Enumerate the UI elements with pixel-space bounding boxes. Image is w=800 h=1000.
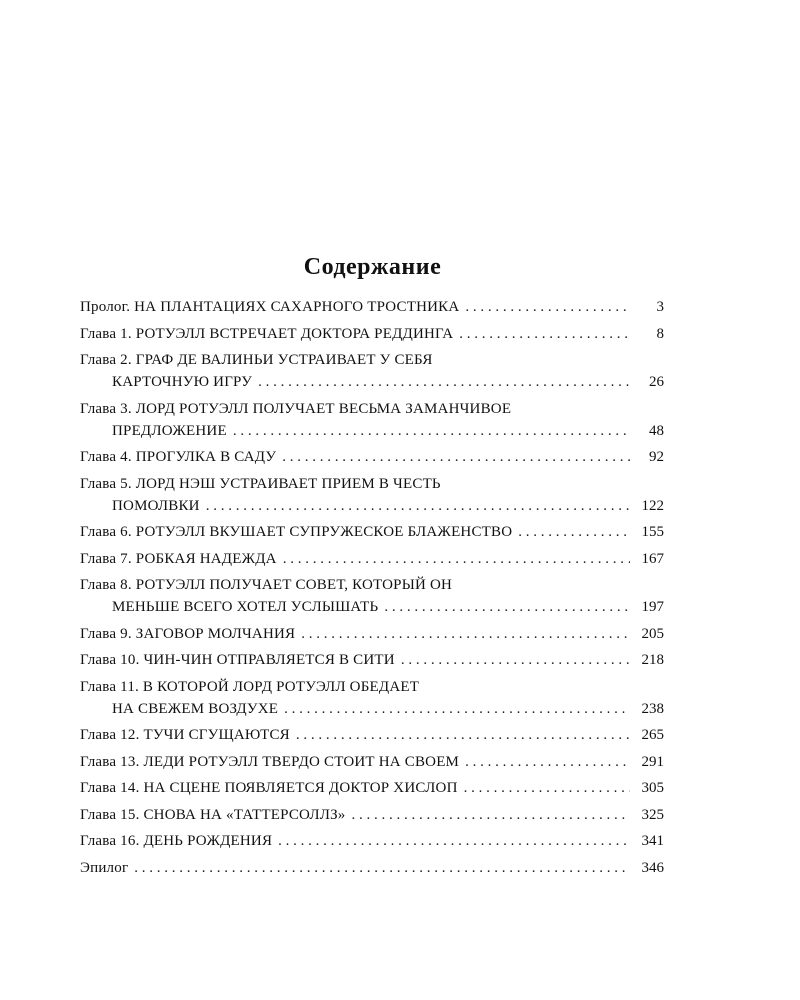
toc-entry-page-number: 8: [656, 325, 664, 342]
toc-entry-title: Глава 14. НА СЦЕНЕ ПОЯВЛЯЕТСЯ ДОКТОР ХИСЛОП: [80, 780, 458, 796]
toc-entry: [80, 574, 664, 618]
toc-entry-title: Глава 5. ЛОРД НЭШ УСТРАИВАЕТ ПРИЕМ В ЧЕСТЬ: [80, 475, 441, 492]
dot-leader: [465, 751, 630, 773]
toc-entry: [80, 446, 664, 468]
toc-entry-title: Глава 9. ЗАГОВОР МОЛЧАНИЯ: [80, 625, 296, 642]
toc-entry-page-number: 122: [641, 497, 664, 514]
toc-entry-page-number: 238: [641, 700, 664, 717]
toc-entry-heading-line: [80, 521, 664, 543]
toc-entry-continuation-line: [80, 371, 664, 393]
toc-entry: [80, 296, 664, 318]
toc-entry-heading-line: [80, 296, 664, 318]
toc-entry-heading-line: [80, 446, 664, 468]
toc-entry-page-number: 155: [641, 524, 664, 540]
toc-entry-heading-line: [80, 724, 664, 746]
toc-entry-page-number: 167: [641, 550, 664, 567]
toc-entry-title: Глава 1. РОТУЭЛЛ ВСТРЕЧАЕТ ДОКТОРА РЕДДИНГА: [80, 325, 454, 342]
toc-entry-page-number: 3: [656, 299, 664, 315]
toc-entry-title: Глава 7. РОБКАЯ НАДЕЖДА: [80, 550, 277, 567]
toc-entry-heading-line: [80, 676, 664, 698]
toc-entry-title: ПОМОЛВКИ: [112, 497, 200, 514]
dot-leader: [206, 495, 630, 517]
toc-entry-page-number: 26: [649, 374, 664, 390]
toc-entry-heading-line: [80, 473, 664, 495]
dot-leader: [464, 777, 630, 799]
toc-entry-title: Глава 13. ЛЕДИ РОТУЭЛЛ ТВЕРДО СТОИТ НА СВОЕМ: [80, 753, 460, 770]
dot-leader: [282, 446, 630, 468]
toc-entry-page-number: 305: [641, 780, 664, 796]
dot-leader: [284, 698, 630, 720]
toc-entry-title: Пролог. НА ПЛАНТАЦИЯХ САХАРНОГО ТРОСТНИКА: [80, 299, 460, 315]
toc-entry-page-number: 205: [641, 625, 664, 642]
dot-leader: [258, 371, 630, 393]
toc-entry: [80, 676, 664, 720]
toc-entry-heading-line: [80, 398, 664, 420]
toc-entry-heading-line: [80, 649, 664, 671]
toc-entry: [80, 857, 664, 879]
toc-entry-title: ПРЕДЛОЖЕНИЕ: [112, 422, 227, 439]
toc-entry: [80, 548, 664, 570]
toc-entry: [80, 473, 664, 517]
toc-entry: [80, 323, 664, 345]
toc-entry-title: Глава 3. ЛОРД РОТУЭЛЛ ПОЛУЧАЕТ ВЕСЬМА ЗАМАНЧИВОЕ: [80, 400, 512, 417]
toc-entry-title: Глава 15. СНОВА НА «ТАТТЕРСОЛЛЗ»: [80, 806, 346, 823]
toc-entry-title: НА СВЕЖЕМ ВОЗДУХЕ: [112, 700, 279, 717]
dot-leader: [134, 857, 630, 879]
toc-entry-continuation-line: [80, 596, 664, 618]
toc-entry-heading-line: [80, 623, 664, 645]
toc-entry: [80, 777, 664, 799]
toc-entry: [80, 804, 664, 826]
toc-entry-title: Глава 12. ТУЧИ СГУЩАЮТСЯ: [80, 727, 290, 743]
toc-entry-continuation-line: [80, 420, 664, 442]
toc-entry-page-number: 48: [649, 422, 664, 439]
toc-entry-heading-line: [80, 777, 664, 799]
toc-entry-page-number: 92: [649, 449, 664, 465]
toc-entry: [80, 521, 664, 543]
dot-leader: [301, 623, 630, 645]
toc-entry-title: Эпилог: [80, 859, 129, 876]
toc-entry-title: Глава 10. ЧИН-ЧИН ОТПРАВЛЯЕТСЯ В СИТИ: [80, 652, 395, 668]
toc-entry-heading-line: [80, 574, 664, 596]
toc-entry: [80, 830, 664, 852]
toc-entry: [80, 751, 664, 773]
toc-entry-heading-line: [80, 548, 664, 570]
toc-entry-title: МЕНЬШЕ ВСЕГО ХОТЕЛ УСЛЫШАТЬ: [112, 599, 379, 615]
dot-leader: [283, 548, 630, 570]
toc-entry-page-number: 346: [641, 859, 664, 876]
dot-leader: [465, 296, 630, 318]
toc-entry: [80, 623, 664, 645]
toc-entry-heading-line: [80, 830, 664, 852]
toc-entry-page-number: 265: [641, 727, 664, 743]
toc-entry-heading-line: [80, 323, 664, 345]
toc-entry-title: Глава 11. В КОТОРОЙ ЛОРД РОТУЭЛЛ ОБЕДАЕТ: [80, 678, 420, 695]
dot-leader: [459, 323, 630, 345]
toc-entry-continuation-line: [80, 698, 664, 720]
toc-entry: [80, 398, 664, 442]
toc-entry-page-number: 197: [641, 599, 664, 615]
dot-leader: [278, 830, 630, 852]
dot-leader: [233, 420, 630, 442]
page-title: Содержание: [303, 254, 442, 280]
toc-entry-page-number: 218: [641, 652, 664, 668]
toc-entry: [80, 349, 664, 393]
toc-entry-title: Глава 4. ПРОГУЛКА В САДУ: [80, 449, 277, 465]
toc-entry-page-number: 291: [641, 753, 664, 770]
table-of-contents: [80, 296, 664, 883]
toc-entry: [80, 649, 664, 671]
toc-entry-title: Глава 8. РОТУЭЛЛ ПОЛУЧАЕТ СОВЕТ, КОТОРЫЙ ОН: [80, 577, 453, 593]
dot-leader: [296, 724, 630, 746]
toc-entry-heading-line: [80, 857, 664, 879]
dot-leader: [401, 649, 630, 671]
toc-entry-title: Глава 6. РОТУЭЛЛ ВКУШАЕТ СУПРУЖЕСКОЕ БЛАЖЕНСТВО: [80, 524, 513, 540]
toc-entry-title: Глава 2. ГРАФ ДЕ ВАЛИНЬИ УСТРАИВАЕТ У СЕБЯ: [80, 352, 433, 368]
dot-leader: [384, 596, 630, 618]
toc-entry-continuation-line: [80, 495, 664, 517]
dot-leader: [352, 804, 630, 826]
toc-entry-heading-line: [80, 804, 664, 826]
toc-entry-page-number: 325: [641, 806, 664, 823]
toc-entry-page-number: 341: [641, 833, 664, 849]
toc-entry-title: КАРТОЧНУЮ ИГРУ: [112, 374, 253, 390]
toc-entry-heading-line: [80, 349, 664, 371]
toc-entry-heading-line: [80, 751, 664, 773]
dot-leader: [518, 521, 630, 543]
toc-entry: [80, 724, 664, 746]
toc-entry-title: Глава 16. ДЕНЬ РОЖДЕНИЯ: [80, 833, 273, 849]
